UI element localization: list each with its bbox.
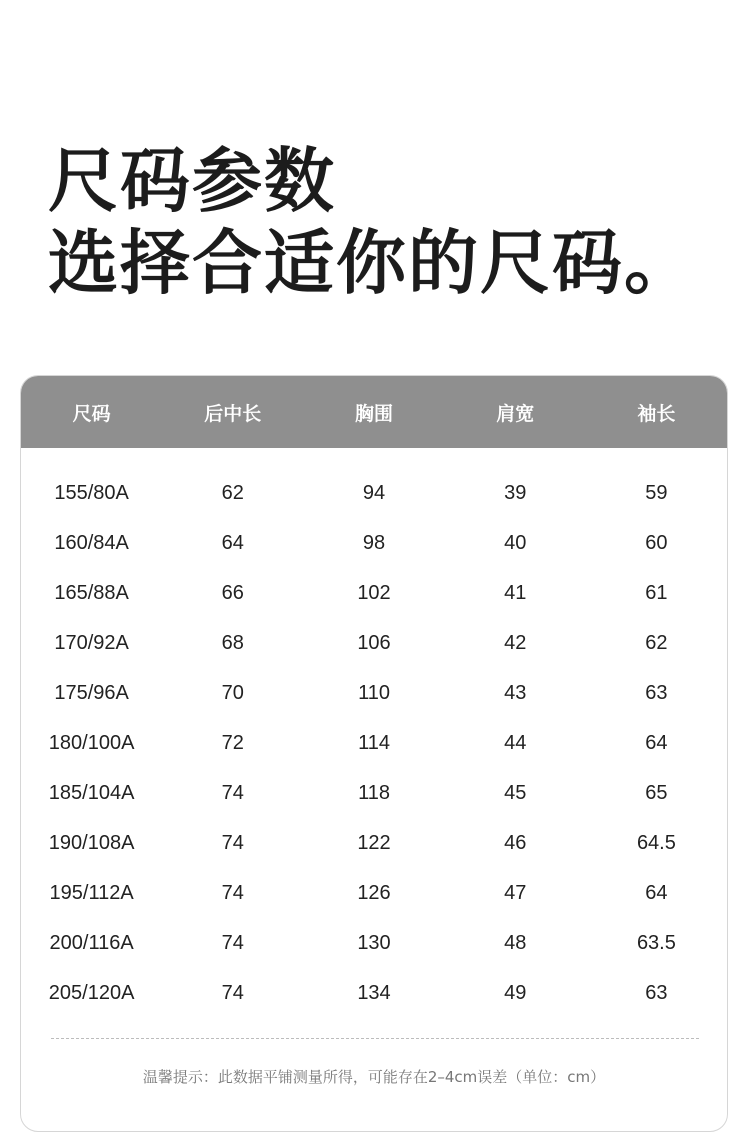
header-sleeve: 袖长 xyxy=(637,402,676,425)
table-cell: 61 xyxy=(645,581,668,604)
table-cell: 64 xyxy=(221,531,244,554)
table-cell: 155/80A xyxy=(54,481,129,504)
table-cell: 160/84A xyxy=(54,531,129,554)
table-row xyxy=(21,768,727,818)
table-cell: 102 xyxy=(357,581,391,604)
table-cell: 68 xyxy=(221,631,244,654)
table-body xyxy=(21,468,727,1018)
table-cell: 60 xyxy=(645,531,668,554)
table-row xyxy=(21,568,727,618)
page-title: 尺码参数 xyxy=(48,140,336,222)
table-row xyxy=(21,668,727,718)
table-cell: 40 xyxy=(504,531,527,554)
table-row xyxy=(21,718,727,768)
header-size: 尺码 xyxy=(72,402,111,425)
table-cell: 46 xyxy=(504,831,527,854)
table-header xyxy=(21,376,727,448)
table-cell: 98 xyxy=(362,531,386,554)
table-cell: 74 xyxy=(221,831,244,854)
table-cell: 62 xyxy=(645,631,668,654)
table-cell: 47 xyxy=(504,881,527,904)
dashed-divider xyxy=(51,1038,699,1039)
header-chest: 胸围 xyxy=(355,402,394,425)
table-row xyxy=(21,618,727,668)
table-cell: 59 xyxy=(645,481,668,504)
table-cell: 70 xyxy=(221,681,244,704)
header-shoulder: 肩宽 xyxy=(496,402,535,425)
table-cell: 190/108A xyxy=(48,831,135,854)
table-cell: 63 xyxy=(645,981,668,1004)
table-row xyxy=(21,818,727,868)
table-cell: 180/100A xyxy=(48,731,135,754)
measurement-note: 温馨提示：此数据平铺测量所得，可能存在2–4cm误差（单位：cm） xyxy=(142,1068,606,1086)
page-title-block xyxy=(48,140,696,304)
table-cell: 39 xyxy=(504,481,527,504)
table-cell: 62 xyxy=(221,481,244,504)
table-cell: 44 xyxy=(504,731,527,754)
table-cell: 64.5 xyxy=(636,831,676,854)
table-row xyxy=(21,518,727,568)
table-cell: 74 xyxy=(221,781,244,804)
table-row xyxy=(21,868,727,918)
table-cell: 165/88A xyxy=(54,581,129,604)
table-cell: 110 xyxy=(358,681,390,704)
table-cell: 114 xyxy=(358,731,390,754)
table-cell: 63 xyxy=(645,681,668,704)
table-cell: 65 xyxy=(645,781,668,804)
page-subtitle: 选择合适你的尺码。 xyxy=(48,222,696,304)
table-cell: 195/112A xyxy=(49,881,134,904)
table-cell: 200/116A xyxy=(49,931,134,954)
table-cell: 43 xyxy=(504,681,527,704)
size-chart-card xyxy=(20,375,728,1132)
table-cell: 74 xyxy=(221,981,244,1004)
table-cell: 42 xyxy=(504,631,527,654)
table-cell: 72 xyxy=(221,731,244,754)
table-cell: 66 xyxy=(221,581,244,604)
table-cell: 64 xyxy=(645,881,668,904)
table-cell: 63.5 xyxy=(636,931,676,954)
table-cell: 41 xyxy=(504,581,527,604)
table-cell: 122 xyxy=(357,831,391,854)
table-cell: 49 xyxy=(504,981,527,1004)
table-cell: 45 xyxy=(504,781,527,804)
header-back-length: 后中长 xyxy=(204,402,262,425)
table-cell: 185/104A xyxy=(48,781,135,804)
table-row xyxy=(21,468,727,518)
table-cell: 205/120A xyxy=(48,981,135,1004)
table-cell: 130 xyxy=(357,931,391,954)
table-cell: 64 xyxy=(645,731,668,754)
table-row xyxy=(21,918,727,968)
table-cell: 118 xyxy=(358,781,390,804)
table-cell: 134 xyxy=(357,981,391,1004)
table-cell: 94 xyxy=(362,481,386,504)
table-cell: 126 xyxy=(357,881,391,904)
table-cell: 74 xyxy=(221,931,244,954)
table-cell: 175/96A xyxy=(54,681,129,704)
table-cell: 48 xyxy=(504,931,527,954)
table-row xyxy=(21,968,727,1018)
table-cell: 170/92A xyxy=(54,631,129,654)
table-cell: 106 xyxy=(357,631,391,654)
table-cell: 74 xyxy=(221,881,244,904)
